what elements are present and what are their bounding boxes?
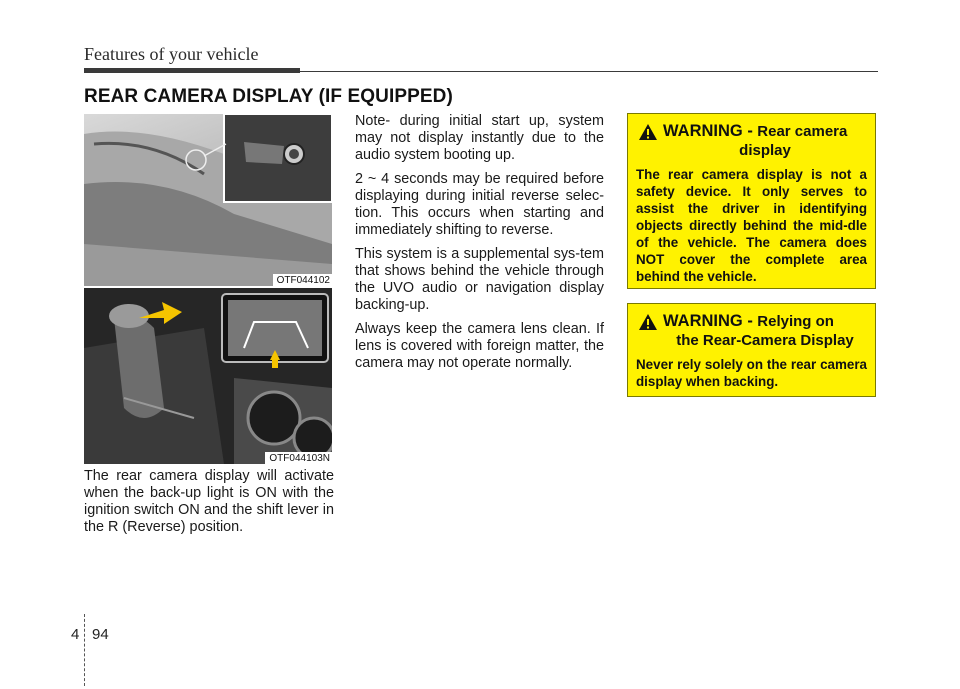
- warning-triangle-icon: [638, 123, 658, 141]
- header-rule-thick: [84, 68, 300, 73]
- activation-paragraph: The rear camera display will activate when the back-up light is ON with the ignition switch ON and the shift lever in the R (Reverse) position.: [84, 468, 334, 535]
- page-chapter: 4: [71, 626, 80, 643]
- delay-paragraph: 2 ~ 4 seconds may be required before displaying during initial reverse selec-tion. This occurs when starting and immediately shifting to reverse.: [355, 171, 604, 238]
- page-divider: [84, 614, 85, 686]
- warning-triangle-icon: [638, 313, 658, 331]
- warning-label: WARNING -: [663, 122, 753, 140]
- warning-heading: [636, 312, 867, 350]
- header-title: Features of your vehicle: [84, 44, 259, 64]
- warning-title-line2: display: [739, 142, 791, 159]
- middle-column: [355, 113, 604, 379]
- warning-title: Relying on: [757, 313, 834, 330]
- shift-lever-illustration: [84, 288, 332, 464]
- warning-label: WARNING -: [663, 312, 753, 330]
- page-number: 94: [92, 626, 109, 643]
- warning-box-relying: [627, 303, 876, 397]
- rear-camera-illustration: [84, 114, 332, 286]
- note-paragraph: Note- during initial start up, system may not display instantly due to the audio system booting up.: [355, 113, 604, 163]
- warning-title-line2: the Rear-Camera Display: [676, 332, 854, 349]
- warning-heading: [636, 122, 867, 160]
- image-code: OTF044103N: [265, 452, 332, 464]
- section-heading: REAR CAMERA DISPLAY (IF EQUIPPED): [84, 86, 453, 107]
- image-code: OTF044102: [273, 274, 332, 286]
- warning-body: The rear camera display is not a safety device. It only serves to assist the driver in identifying objects directly behind the mid-dle of the vehicle. The camera does NOT cover the complete area behind the vehicle.: [636, 167, 867, 284]
- header-rule-thin: [300, 71, 878, 72]
- warning-title: Rear camera: [757, 123, 848, 140]
- warning-body: Never rely solely on the rear camera display when backing.: [636, 357, 867, 389]
- lens-paragraph: Always keep the camera lens clean. If lens is covered with foreign matter, the camera may not operate normally.: [355, 321, 604, 371]
- warning-box-rear-camera: [627, 113, 876, 289]
- left-column: [84, 468, 334, 543]
- shift-lever-photo: [84, 288, 332, 464]
- rear-camera-photo: [84, 114, 332, 286]
- supplemental-paragraph: This system is a supplemental sys-tem that shows behind the vehicle through the UVO audio or navigation display backing-up.: [355, 246, 604, 313]
